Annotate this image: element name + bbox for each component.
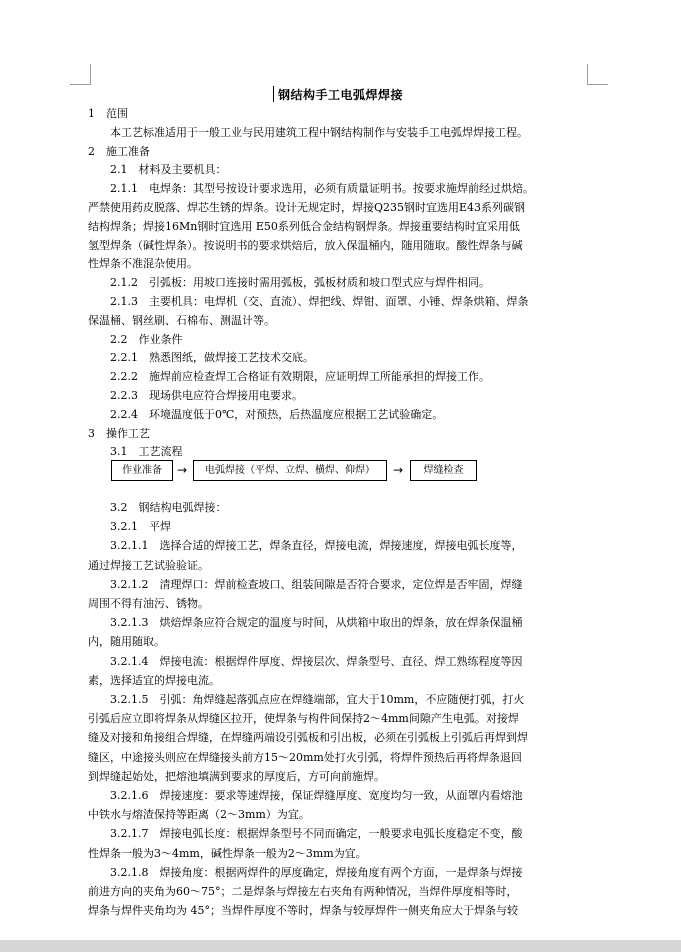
text-line: 2.2.1 熟悉图纸，做焊接工艺技术交底。 (88, 351, 314, 365)
text-line: 严禁使用药皮脱落、焊芯生锈的焊条。设计无规定时，焊接Q235钢时宜选用E43系列碳钢 (88, 201, 526, 214)
text-line: 3.2.1.6 焊接速度：要求等速焊接，保证焊缝厚度、宽度均匀一致，从面罩内看熔池 (88, 789, 523, 802)
flow-arrow-icon: → (177, 463, 188, 477)
text-line: 结构焊条；焊接16Mn钢时宜选用 E50系列低合金结构钢焊条。焊接重要结构时宜采用低 (88, 219, 520, 233)
document-title: 钢结构手工电弧焊焊接 (277, 88, 403, 102)
process-flow (111, 460, 481, 481)
text-line: 2.1.1 电焊条：其型号按设计要求选用，必须有质量证明书。按要求施焊前经过烘焙。 (88, 182, 534, 196)
text-line: 性焊条一般为3～4mm，碱性焊条一般为2～3mm为宜。 (88, 846, 367, 860)
text-line: 通过焊接工艺试验验证。 (88, 558, 209, 572)
page-corner-marker-top-left (70, 64, 91, 85)
text-line: 3 操作工艺 (88, 426, 150, 440)
text-line: 3.2 钢结构电弧焊接： (88, 501, 227, 514)
text-line: 3.2.1.7 焊接电弧长度：根据焊条型号不同而确定，一般要求电弧长度稳定不变，酸 (88, 827, 523, 841)
text-line: 3.1 工艺流程 (88, 445, 183, 459)
text-line: 本工艺标准适用于一般工业与民用建筑工程中钢结构制作与安装手工电弧焊焊接工程。 (88, 125, 528, 139)
text-line: 2.1 材料及主要机具： (88, 163, 227, 177)
text-line: 3.2.1.8 焊接角度：根据两焊件的厚度确定，焊接角度有两个方面，一是焊条与焊接 (88, 865, 523, 879)
text-line: 2.2.2 施焊前应检查焊工合格证有效期限，应证明焊工所能承担的焊接工作。 (88, 370, 490, 384)
text-line: 3.2.1.1 选择合适的焊接工艺，焊条直径，焊接电流，焊接速度，焊接电弧长度等， (88, 539, 523, 553)
page-corner-marker-top-right (587, 64, 608, 85)
text-line: 前进方向的夹角为60～75°；二是焊条与焊接左右夹角有两种情况，当焊件厚度相等时， (88, 885, 518, 898)
text-line: 素，选择适宜的焊接电流。 (88, 673, 220, 687)
text-line: 性焊条不准混杂使用。 (88, 257, 198, 271)
text-line: 1 范围 (88, 107, 128, 120)
text-line: 中铁水与熔渣保持等距离（2～3mm）为宜。 (88, 808, 310, 822)
text-line: 到焊缝起始处，把熔池填满到要求的厚度后，方可向前施焊。 (88, 769, 385, 783)
flow-step-welding: 电弧焊接（平焊、立焊、横焊、仰焊） (193, 460, 387, 481)
text-line: 3.2.1.2 清理焊口：焊前检查坡口、组装间隙是否符合要求，定位焊是否牢固，焊缝 (88, 577, 523, 591)
text-line: 2.2.4 环境温度低于0℃，对预热，后热温度应根据工艺试验确定。 (88, 407, 444, 421)
text-line: 缝及对接和角接组合焊缝，在焊缝两端设引弧板和引出板，必须在引弧板上引弧后再焊到焊 (88, 731, 528, 745)
text-line: 2.1.3 主要机具：电焊机（交、直流）、焊把线、焊钳、面罩、小锤、焊条烘箱、焊条 (88, 295, 529, 308)
text-line: 2.1.2 引弧板：用坡口连接时需用弧板，弧板材质和坡口型式应与焊件相同。 (88, 276, 490, 290)
text-line: 保温桶、钢丝刷、石棉布、测温计等。 (88, 313, 275, 327)
text-line: 2.2 作业条件 (88, 332, 183, 346)
text-line: 3.2.1.3 烘焙焊条应符合规定的温度与时间，从烘箱中取出的焊条，放在焊条保温桶 (88, 616, 523, 630)
flow-step-prep: 作业准备 (111, 460, 173, 481)
text-line: 2 施工准备 (88, 144, 150, 158)
text-line: 引弧后应立即将焊条从焊缝区拉开，使焊条与构件间保持2～4mm间隙产生电弧。对接焊 (88, 712, 519, 726)
text-line: 氢型焊条（碱性焊条）。按说明书的要求烘焙后，放入保温桶内，随用随取。酸性焊条与碱 (88, 238, 523, 252)
text-line: 3.2.1.5 引弧：角焊缝起落弧点应在焊缝端部，宜大于10mm，不应随便打弧，打火 (88, 693, 525, 706)
flow-arrow-icon: → (393, 463, 404, 477)
text-line: 内，随用随取。 (88, 635, 165, 649)
text-line: 3.2.1 平焊 (88, 520, 171, 534)
text-line: 3.2.1.4 焊接电流：根据焊件厚度、焊接层次、焊条型号、直径、焊工熟练程度等因 (88, 654, 523, 668)
flow-step-inspection: 焊缝检查 (410, 460, 477, 481)
viewport-bottom-gutter (0, 940, 681, 952)
text-line: 周围不得有油污、锈物。 (88, 597, 209, 610)
text-line: 缝区，中途接头则应在焊缝接头前方15～20mm处打火引弧，将焊件预热后再将焊条退回 (88, 750, 522, 764)
text-line: 焊条与焊件夹角均为 45°；当焊件厚度不等时，焊条与较厚焊件一侧夹角应大于焊条与较 (88, 904, 518, 918)
text-line: 2.2.3 现场供电应符合焊接用电要求。 (88, 389, 303, 402)
